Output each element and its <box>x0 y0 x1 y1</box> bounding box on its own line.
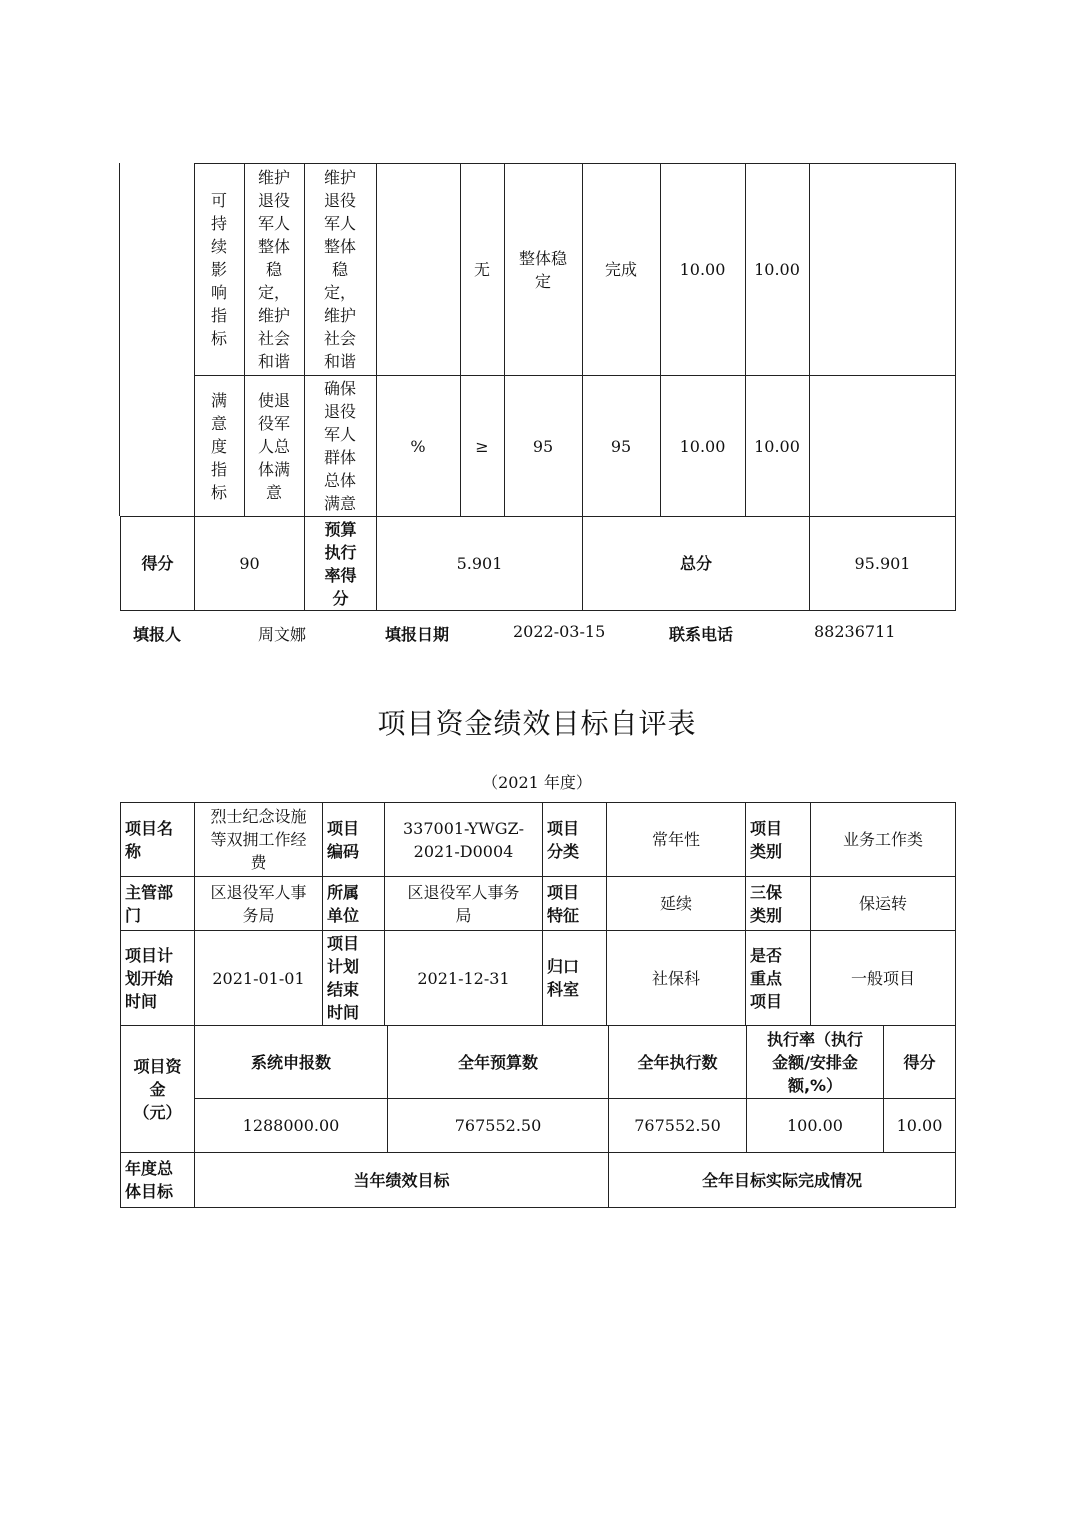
project-class: 常年性 <box>607 803 746 877</box>
category-cell <box>120 376 194 517</box>
project-code-label: 项目 编码 <box>323 803 385 877</box>
project-feature: 延续 <box>607 877 746 931</box>
budget-score-value: 5.901 <box>377 517 583 611</box>
annual-budget: 767552.50 <box>388 1099 609 1153</box>
funds-header-row <box>121 1026 956 1099</box>
info-row-1 <box>121 803 956 877</box>
indicator-target-value: 整体稳 定 <box>504 164 582 376</box>
indicator-operator: 无 <box>460 164 504 376</box>
end-date: 2021-12-31 <box>385 931 543 1026</box>
project-feature-label: 项目 特征 <box>543 877 607 931</box>
project-class-label: 项目 分类 <box>543 803 607 877</box>
goal-completion-label: 全年目标实际完成情况 <box>609 1153 956 1208</box>
funds-label: 项目资 金 （元） <box>121 1026 195 1153</box>
project-name-label: 项目名 称 <box>121 803 195 877</box>
satisfaction-indicator-row <box>120 376 955 517</box>
score-label: 得分 <box>121 517 195 611</box>
project-code: 337001-YWGZ- 2021-D0004 <box>385 803 543 877</box>
supervisor-dept-label: 主管部 门 <box>121 877 195 931</box>
sanbao-type-label: 三保 类别 <box>746 877 811 931</box>
owner-unit-label: 所属 单位 <box>323 877 385 931</box>
total-score-label: 总分 <box>583 517 810 611</box>
funds-table <box>120 1025 956 1153</box>
score-row <box>121 517 956 611</box>
end-date-label: 项目 计划 结束 时间 <box>323 931 385 1026</box>
supervisor-dept: 区退役军人事 务局 <box>195 877 323 931</box>
indicator-table <box>120 163 956 517</box>
indicator-score: 10.00 <box>745 376 809 517</box>
start-date-label: 项目计 划开始 时间 <box>121 931 195 1026</box>
fill-date: 2022-03-15 <box>513 622 606 641</box>
owner-unit: 区退役军人事务 局 <box>385 877 543 931</box>
document-title: 项目资金绩效目标自评表 <box>377 707 697 740</box>
indicator-target: 使退 役军 人总 体满 意 <box>244 376 304 517</box>
indicator-target: 维护 退役 军人 整体 稳 定， 维护 社会 和谐 <box>244 164 304 376</box>
office: 社保科 <box>607 931 746 1026</box>
annual-executed-label: 全年执行数 <box>609 1026 747 1099</box>
execution-rate-label: 执行率（执行 金额/安排金 额,%） <box>747 1026 884 1099</box>
phone-label: 联系电话 <box>669 625 734 644</box>
declared-amount: 1288000.00 <box>195 1099 388 1153</box>
signature-row <box>120 620 955 646</box>
current-goal-label: 当年绩效目标 <box>195 1153 609 1208</box>
indicator-remark <box>809 376 955 517</box>
category-cell <box>120 164 194 376</box>
key-project: 一般项目 <box>811 931 956 1026</box>
score-table <box>120 516 956 611</box>
annual-executed: 767552.50 <box>609 1099 747 1153</box>
score-value: 90 <box>195 517 305 611</box>
indicator-actual: 完成 <box>582 164 660 376</box>
start-date: 2021-01-01 <box>195 931 323 1026</box>
sustain-indicator-row <box>120 164 955 376</box>
project-type-label: 项目 类别 <box>746 803 811 877</box>
declared-label: 系统申报数 <box>195 1026 388 1099</box>
indicator-actual: 95 <box>582 376 660 517</box>
indicator-operator: ≥ <box>460 376 504 517</box>
indicator-detail: 确保 退役 军人 群体 总体 满意 <box>304 376 376 517</box>
funds-score: 10.00 <box>884 1099 956 1153</box>
goal-header-row <box>121 1153 956 1208</box>
annual-budget-label: 全年预算数 <box>388 1026 609 1099</box>
indicator-remark <box>809 164 955 376</box>
total-score-value: 95.901 <box>810 517 956 611</box>
info-row-3 <box>121 931 956 1026</box>
indicator-detail: 维护 退役 军人 整体 稳 定， 维护 社会 和谐 <box>304 164 376 376</box>
funds-score-label: 得分 <box>884 1026 956 1099</box>
phone-number: 88236711 <box>814 622 896 641</box>
funds-value-row <box>121 1099 956 1153</box>
goal-table <box>120 1152 956 1208</box>
indicator-unit <box>376 164 460 376</box>
filler-label: 填报人 <box>133 625 182 644</box>
filler-name: 周文娜 <box>258 625 307 644</box>
document-year: （2021 年度） <box>482 773 592 792</box>
project-info-table <box>120 802 956 1026</box>
indicator-weight: 10.00 <box>660 376 745 517</box>
execution-rate: 100.00 <box>747 1099 884 1153</box>
indicator-name: 满 意 度 指 标 <box>194 376 244 517</box>
date-label: 填报日期 <box>385 625 450 644</box>
indicator-target-value: 95 <box>504 376 582 517</box>
indicator-weight: 10.00 <box>660 164 745 376</box>
project-type: 业务工作类 <box>811 803 956 877</box>
project-name: 烈士纪念设施 等双拥工作经 费 <box>195 803 323 877</box>
indicator-unit: % <box>376 376 460 517</box>
indicator-score: 10.00 <box>745 164 809 376</box>
info-row-2 <box>121 877 956 931</box>
sanbao-type: 保运转 <box>811 877 956 931</box>
key-project-label: 是否 重点 项目 <box>746 931 811 1026</box>
annual-goal-label: 年度总 体目标 <box>121 1153 195 1208</box>
budget-score-label: 预算 执行 率得 分 <box>305 517 377 611</box>
indicator-name: 可 持 续 影 响 指 标 <box>194 164 244 376</box>
office-label: 归口 科室 <box>543 931 607 1026</box>
